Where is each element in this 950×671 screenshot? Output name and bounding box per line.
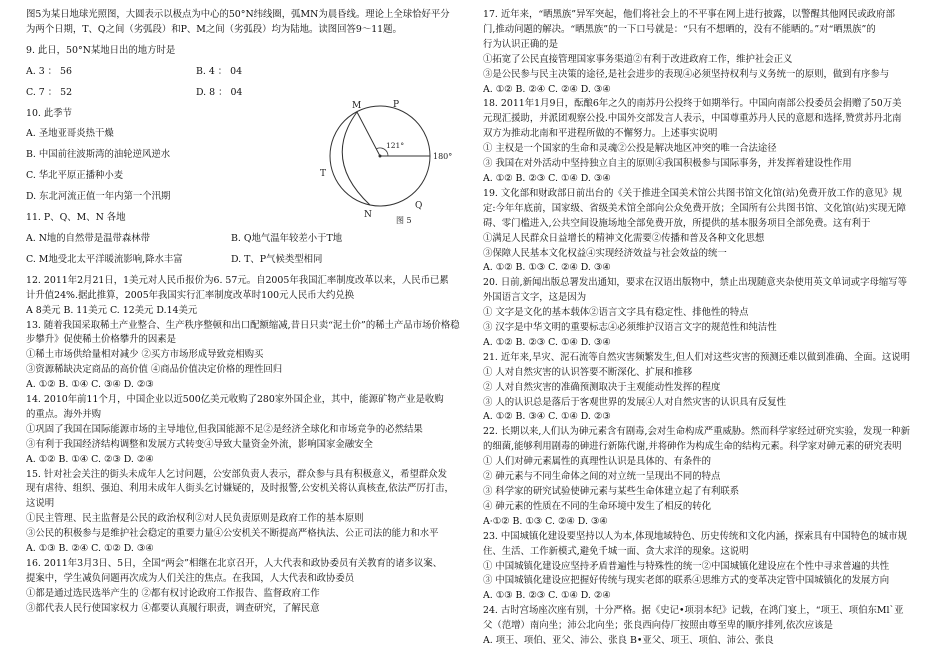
terminator-arc (342, 112, 370, 205)
q15-line: 现有虐待、组织、强迫、利用未成年人街头乞讨嫌疑的，及时报警,公安机关将认真核查,依法严厉打击， (26, 483, 454, 495)
q12-line: A 8美元 B. 11美元 C. 12美元 D.14美元 (26, 304, 198, 316)
q18-line: 18. 2011年1月9日，酝酿6年之久的南苏丹公投终于如期举行。中国向南部公投委员会捐赠了50万美 (483, 98, 902, 110)
q20-line: ③ 汉字是中华文明的重要标志④必须维护汉语言文字的规范性和纯洁性 (483, 322, 777, 334)
pole-point (379, 155, 382, 158)
q18-line: 双方为推动北南和平进程所做的不懈努力。上述事实说明 (483, 128, 718, 140)
q10-option: C. 华北平原正播种小麦 (26, 170, 124, 182)
q24-line: A. 项王、项伯、亚父、沛公、张良 B•亚父、项王、项伯、沛公、张良 (483, 635, 774, 647)
q14-line: A. ①② B. ①④ C. ②③ D. ②④ (26, 453, 154, 465)
q10-stem: 10. 此季节 (26, 107, 73, 119)
q14-line: 14. 2010年前11个月，中国企业以近500亿美元收购了280家外国企业，其中，能源矿物产业是收购 (26, 394, 444, 406)
q15-line: 15. 针对社会关注的街头未成年人乞讨问题，公安部负责人表示，群众参与具有积极意义，希望群众发 (26, 468, 448, 480)
q16-line: ③都代表人民行使国家权力 ④都要认真履行职责，调查研究，了解民意 (26, 602, 320, 614)
q16-line: 16. 2011年3月3日、5日，全国“两会”相继在北京召开，人大代表和政协委员有关教育的诸多议案、 (26, 558, 443, 569)
q21-line: ① 人对自然灾害的认识答要不断深化、扩展和推移 (483, 366, 693, 378)
q17-line: 行为认识正确的是 (483, 38, 559, 50)
q14-line: ③有利于我国经济结构调整和发展方式转变④导致大量资金外流，影响国家金融安全 (26, 438, 373, 450)
radius-line-m (357, 112, 380, 156)
q12-line: 计升值24%.据此推算，2005年我国实行汇率制度改革时100元人民币大约兑换 (26, 289, 355, 301)
q10-option: D. 东北河流正值一年内第一个汛期 (26, 191, 171, 203)
q19-line: 19. 文化部和财政部日前出台的《关于推进全国美术馆公共图书馆文化馆(站)免费开放工作的意见》规 (483, 187, 902, 199)
q13-line: ③资源稀缺决定商品的高价值 ④商品价值决定价格的理性回归 (26, 364, 283, 376)
q22-line: 的细菌,能够利用剧毒的砷进行新陈代谢,并将砷作为构成生命的结构元素。科学家对砷元素的研究表明 (483, 441, 902, 453)
q11-options-row (26, 253, 474, 268)
right-column (483, 8, 929, 649)
q16-line: ①都是通过选民选举产生的 ②都有权讨论政府工作报告、监督政府工作 (26, 587, 320, 599)
q17-line: ①拓宽了公民直接管理国家事务渠道②有利于改进政府工作，维护社会正义 (483, 53, 793, 65)
q22-line: 22. 长期以来,人们认为砷元素含有剧毒,会对生命构成严重威胁。然而科学家经过研究实验，发现一种新 (483, 426, 910, 438)
intro-line: 为两个日期，T、Q之间（劣弧段）和P、M之间（劣弧段）均为陆地。读图回答9～11题。 (26, 23, 402, 35)
point-q-label: Q (415, 201, 423, 211)
q15-line: ③公民的积极参与是维护社会稳定的重要力量④公安机关不断提高严格执法、公正司法的能力和水平 (26, 528, 439, 540)
q17-line: 门,推动问题的解决。“晒黑族”的一下口号就是：“只有不想晒的，没有不能晒的。”对“晒黑族”的 (483, 23, 876, 35)
q20-line: 20. 日前,新闻出版总署发出通知，要求在汉语出版物中，禁止出现随意夹杂使用英文单词或字母缩写等 (483, 277, 907, 289)
q15-line: A. ①③ B. ②④ C. ①② D. ③④ (26, 543, 154, 555)
q22-line: ③ 科学家的研究试验使砷元素与某些生命体建立起了有利联系 (483, 486, 740, 497)
q19-line: ①满足人民群众日益增长的精神文化需要②传播和普及各种文化思想 (483, 232, 765, 244)
figure-caption: 图 5 (396, 216, 412, 224)
q11-option-a: A. N地的自然带是温带森林带 (26, 232, 151, 244)
q9-stem: 9. 此日，50°N某地日出的地方时是 (26, 44, 176, 56)
q17-line: ③是公民参与民主决策的途径,是社会进步的表现④必须坚持权利与义务统一的原则，做到有序参与 (483, 68, 890, 80)
q10-option: B. 中国前往波斯湾的油轮逆风逆水 (26, 149, 171, 161)
q15-line: 这说明 (26, 498, 55, 510)
point-n-label: N (364, 210, 372, 220)
q18-line: ① 主权是一个国家的生命和灵魂②公投是解决地区冲突的唯一合法途径 (483, 143, 777, 155)
q24-line: 24. 古时宫场座次座有别，十分严格。据《史记•项羽本纪》记载，在鸿门宴上，“项王、项伯东Ml`亚 (483, 605, 904, 617)
q23-line: 23. 中国城镇化建设要坚持以人为本,体现地域特色、历史传统和文化内涵，探索具有中国特色的城市规 (483, 530, 907, 542)
q13-line: A. ①② B. ①④ C. ③④ D. ②③ (26, 379, 154, 391)
q10-option: A. 圣地亚哥炎热干燥 (26, 128, 114, 140)
q23-line: ③ 中国城镇化建设应把握好传统与现实老郎的联系④思维方式的变革决定管中国城镇化的发展方向 (483, 575, 890, 587)
q18-line: 元现汇援助，并派团观察公投.中国外交部发言人表示，中国尊重苏丹人民的意愿和选择,赞赏苏丹北南 (483, 113, 902, 125)
q17-line: 17. 近年来，“晒黑族”异军突起，他们将社会上的不平事在网上进行披露，以警醒其他网民或政府部 (483, 9, 895, 20)
q21-line: 21. 近年来,旱灾、泥石流等自然灾害频繁发生,但人们对这些灾害的预测还难以做到准确、全面。这说明 (483, 351, 910, 363)
q9-option-b: B. 4 ： 04 (196, 65, 243, 77)
angle-label: 121° (386, 141, 405, 150)
q20-line: 外国语言文字，这是因为 (483, 292, 587, 304)
q22-line: ② 砷元素与不同生命体之间的对立统一呈现出不同的特点 (483, 471, 721, 483)
q22-line: ④ 砷元素的性质在不同的生命环境中发生了相反的转化 (483, 500, 711, 512)
q11-stem: 11. P、Q、M、N 各地 (26, 212, 126, 224)
q11-options-row (26, 232, 474, 247)
q21-line: ③ 人的认识总是落后于客观世界的发展④人对自然灾害的认识具有反复性 (483, 396, 786, 408)
earth-illumination-figure (300, 96, 470, 224)
q13-line: 步攀升》促使稀土价格攀升的因素是 (26, 334, 177, 346)
point-m-label: M (352, 101, 362, 111)
q22-line: ① 人们对砷元素属性的真理性认识是具体的、有条件的 (483, 456, 711, 468)
q21-line: ② 人对自然灾害的准确预测取决于主观能动性发挥的程度 (483, 381, 721, 393)
q21-line: A. ①② B. ③④ C. ①④ D. ②③ (483, 411, 611, 423)
q11-option-b: B. Q地气温年较差小于T地 (231, 232, 343, 244)
point-p-label: P (393, 100, 400, 110)
q9-option-a: A. 3 ： 56 (26, 65, 72, 77)
q14-line: 的重点。海外并购 (26, 408, 102, 420)
q18-line: ③ 我国在对外活动中坚持独立自主的原则④我国积极参与国际事务，并发挥着建设性作用 (483, 158, 852, 170)
intro-line: 图5为某日地球光照图，大圆表示以极点为中心的50°N纬线圈，弧MN为晨昏线。理论上全球恰好平分 (26, 9, 450, 20)
q14-line: ①巩固了我国在国际能源市场的主导地位,但我国能源不足②是经济全球化和市场竞争的必然结果 (26, 423, 423, 435)
meridian-label: 180° (433, 152, 453, 161)
q19-line: A. ①② B. ①③ C. ②④ D. ③④ (483, 262, 611, 274)
q9-option-c: C. 7 ： 52 (26, 86, 73, 98)
q9-option-d: D. 8 ： 04 (196, 86, 243, 98)
q19-line: ③保障人民基本文化权益④实现经济效益与社会效益的统一 (483, 247, 727, 259)
q13-line: ①稀土市场供给量相对减少 ②买方市场形成导致竞相购买 (26, 349, 264, 361)
q23-line: 住、生活、工作新模式,避免千城一面、贪大求洋的现象。这说明 (483, 545, 749, 557)
q24-line: 父（范增）南向坐；沛公北向坐；张良西向侍厂按照由尊至卑的顺序排列,依次应该是 (483, 620, 833, 632)
q19-line: 碍、零门槛进入,公共空间设施场地全部免费开放，所提供的基本服务项目全部免费。这有利于 (483, 217, 871, 229)
q11-option-c: C. M地受北太平洋暖流影响,降水丰富 (26, 253, 183, 265)
q13-line: 13. 随着我国采取稀土产业整合、生产秩序整顿和出口配额缩减,昔日只卖“泥土价”的稀土产品市场价格稳 (26, 319, 460, 331)
q20-line: ① 文字是文化的基本载体②语言文字具有稳定性、排他性的特点 (483, 307, 749, 319)
q12-line: 12. 2011年2月21日，1美元对人民币报价为6. 57元。自2005年我国汇率制度改革以来，人民币已累 (26, 274, 449, 286)
q16-line: 提案中，学生减负问题再次成为人们关注的焦点。在我国，人大代表和政协委员 (26, 572, 355, 584)
q22-line: A·①② B. ①③ C. ②④ D. ③④ (483, 515, 608, 527)
point-t-label: T (320, 169, 327, 179)
q23-line: A. ①③ B. ②③ C. ①④ D. ②④ (483, 590, 611, 602)
q9-options-row (26, 65, 474, 80)
q20-line: A. ①② B. ②③ C. ①④ D. ③④ (483, 336, 611, 348)
q17-line: A. ①② B. ②④ C. ②④ D. ③④ (483, 83, 611, 95)
q19-line: 定:今年年底前，国家级、省级美术馆全部向公众免费开放；全国所有公共图书馆、文化馆(站)实现无障 (483, 202, 906, 214)
q11-option-d: D. T、P气候类型相同 (231, 253, 323, 265)
q15-line: ①民主管理、民主监督是公民的政治权利②对人民负责原则是政府工作的基本原则 (26, 513, 364, 525)
q23-line: ① 中国城镇化建设应坚持矛盾普遍性与特殊性的统一②中国城镇化建设应在个性中寻求普遍的共性 (483, 560, 890, 572)
q18-line: A. ①② B. ②③ C. ①④ D. ③④ (483, 172, 611, 184)
